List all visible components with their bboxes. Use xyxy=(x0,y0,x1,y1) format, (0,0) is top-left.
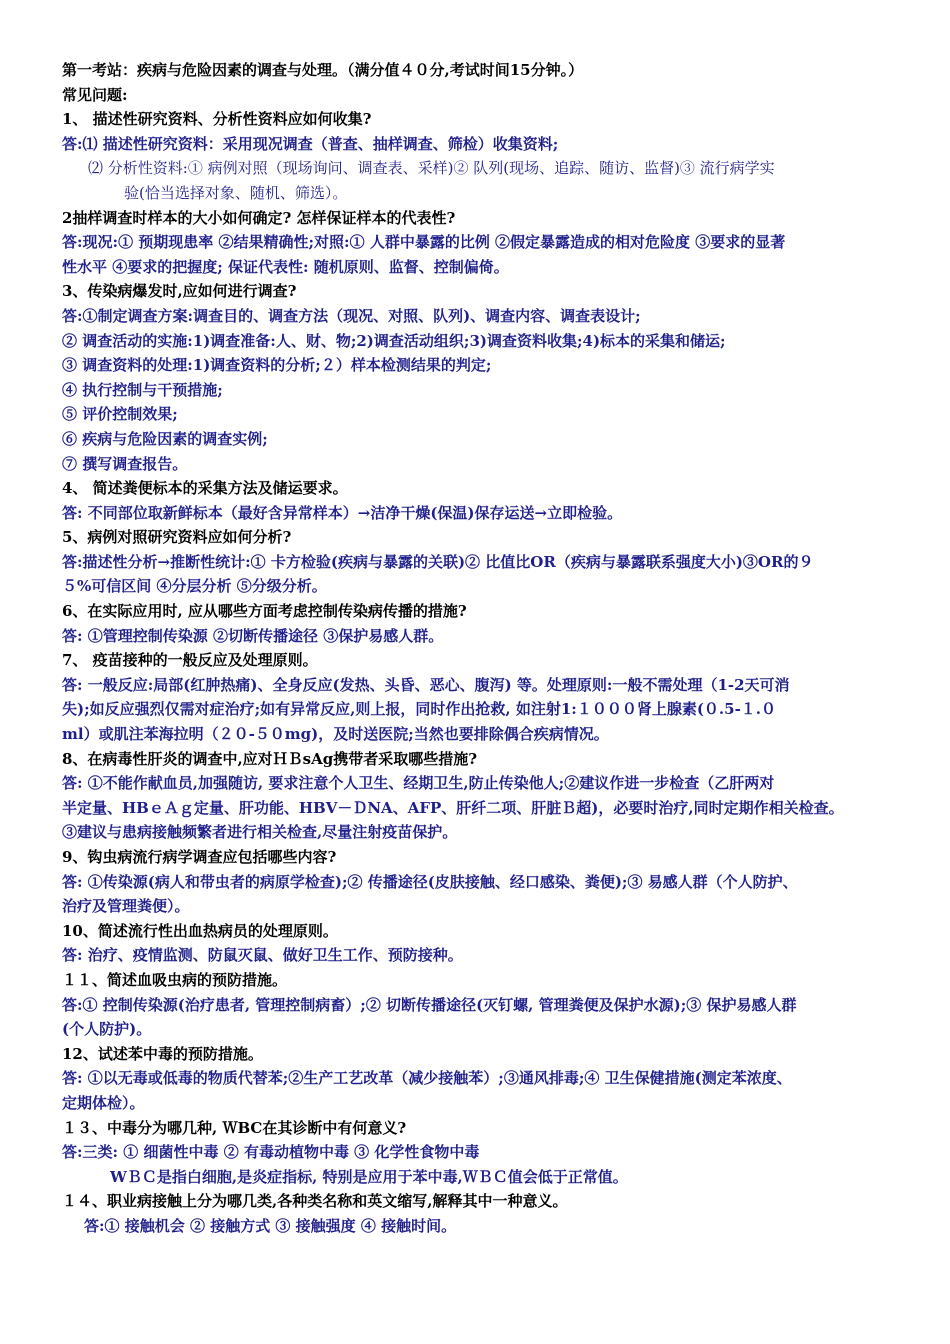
question-line: 3、传染病爆发时,应如何进行调查? xyxy=(62,282,297,301)
question-line: 7、 疫苗接种的一般反应及处理原则。 xyxy=(62,651,318,670)
question-line: 5、病例对照研究资料应如何分析? xyxy=(62,528,292,547)
answer-line: 答:⑴ 描述性研究资料：采用现况调查（普查、抽样调查、筛检）收集资料; xyxy=(62,134,559,153)
question-line: 1、 描述性研究资料、分析性资料应如何收集? xyxy=(62,110,372,129)
question-line: 12、试述苯中毒的预防措施。 xyxy=(62,1044,263,1063)
answer-line: 答:① 控制传染源(治疗患者, 管理控制病畜）;② 切断传播途径(灭钉螺, 管理粪便及保护水源);③ 保护易感人群 xyxy=(62,995,797,1014)
answer-line: ⑥ 疾病与危险因素的调查实例; xyxy=(62,429,268,448)
answer-line: ⑵ 分析性资料:① 病例对照（现场询问、调查表、采样)② 队列(现场、追踪、随访、监督)③ 流行病学实 xyxy=(88,159,775,178)
answer-line: 答: 不同部位取新鲜标本（最好含异常样本）→洁净干燥(保温)保存运送→立即检验。 xyxy=(62,503,623,522)
question-line: 2抽样调查时样本的大小如何确定? 怎样保证样本的代表性? xyxy=(62,208,456,227)
answer-line: 性水平 ④要求的把握度; 保证代表性: 随机原则、监督、控制偏倚。 xyxy=(62,257,509,276)
question-line: 4、 简述粪便标本的采集方法及储运要求。 xyxy=(62,479,348,498)
answer-line: 治疗及管理粪便）。 xyxy=(62,897,190,916)
answer-line: ④ 执行控制与干预措施; xyxy=(62,380,223,399)
question-line: １１、简述血吸虫病的预防措施。 xyxy=(62,970,288,989)
answer-line: 答:描述性分析→推断性统计:① 卡方检验(疾病与暴露的关联)② 比值比OR（疾病与暴露联系强度大小)③OR的９ xyxy=(62,552,814,571)
answer-line: 验(恰当选择对象、随机、筛选）。 xyxy=(124,183,348,202)
question-line: １３、中毒分为哪几种, ＷBC在其诊断中有何意义? xyxy=(62,1118,407,1137)
question-line: １４、职业病接触上分为哪几类,各种类名称和英文缩写,解释其中一种意义。 xyxy=(62,1192,568,1211)
answer-line: 定期体检）。 xyxy=(62,1093,145,1112)
answer-line: 答: ①以无毒或低毒的物质代替苯;②生产工艺改革（减少接触苯）;③通风排毒;④ 卫生保健措施(测定苯浓度、 xyxy=(62,1069,792,1088)
answer-line: 答:三类: ① 细菌性中毒 ② 有毒动植物中毒 ③ 化学性食物中毒 xyxy=(62,1143,480,1162)
answer-line: 答:①制定调查方案:调查目的、调查方法（现况、对照、队列)、调查内容、调查表设计; xyxy=(62,306,641,325)
answer-line: ml）或肌注苯海拉明（２０-５０mg)，及时送医院;当然也要排除偶合疾病情况。 xyxy=(62,725,609,744)
question-line: 9、钩虫病流行病学调查应包括哪些内容? xyxy=(62,848,337,866)
answer-line: 答: ①管理控制传染源 ②切断传播途径 ③保护易感人群。 xyxy=(62,626,444,645)
answer-line: ５%可信区间 ④分层分析 ⑤分级分析。 xyxy=(62,577,327,596)
answer-line: WＢＣ是指白细胞,是炎症指标, 特别是应用于苯中毒,ＷＢＣ值会低于正常值。 xyxy=(110,1167,628,1186)
answer-line: ⑤ 评价控制效果; xyxy=(62,405,178,424)
answer-line: 失);如反应强烈仅需对症治疗;如有异常反应,则上报，同时作出抢救, 如注射1:１０００肾上腺素(０.5-１.０ xyxy=(62,700,777,719)
document-title: 第一考站：疾病与危险因素的调查与处理。（满分值４０分,考试时间15分钟。） xyxy=(62,61,584,79)
answer-line: 答: ①不能作献血员,加强随访, 要求注意个人卫生、经期卫生,防止传染他人;②建议作进一步检查（乙肝两对 xyxy=(62,774,775,793)
answer-line: ⑦ 撰写调查报告。 xyxy=(62,454,188,473)
answer-line: ③ 调查资料的处理:1)调查资料的分析;２）样本检测结果的判定; xyxy=(62,356,492,375)
answer-line: ③建议与患病接触频繁者进行相关检查,尽量注射疫苗保护。 xyxy=(62,823,458,842)
answer-line: 答:① 接触机会 ② 接触方式 ③ 接触强度 ④ 接触时间。 xyxy=(84,1216,457,1235)
answer-line: 半定量、HBｅＡｇ定量、肝功能、HBV－ＤNA、AFP、肝纤二项、肝脏Ｂ超)，必要时治疗,同时定期作相关检查。 xyxy=(62,798,844,817)
answer-line: 答: 治疗、疫情监测、防鼠灭鼠、做好卫生工作、预防接种。 xyxy=(62,946,463,965)
question-line: 6、在实际应用时, 应从哪些方面考虑控制传染病传播的措施? xyxy=(62,602,467,621)
answer-line: ② 调查活动的实施:1)调查准备:人、财、物;2)调查活动组织;3)调查资料收集;4)标本的采集和储运; xyxy=(62,331,726,350)
answer-line: 答:现况:① 预期现患率 ②结果精确性;对照:① 人群中暴露的比例 ②假定暴露造成的相对危险度 ③要求的显著 xyxy=(62,233,786,252)
document-body xyxy=(62,107,892,1238)
question-line: 8、在病毒性肝炎的调查中,应对ＨＢsAg携带者采取哪些措施? xyxy=(62,749,478,768)
document-page xyxy=(62,58,892,1239)
question-line: 10、简述流行性出血热病员的处理原则。 xyxy=(62,921,338,940)
answer-line: 答: 一般反应:局部(红肿热痛)、全身反应(发热、头昏、恶心、腹泻) 等。处理原则:一般不需处理（1-2天可消 xyxy=(62,675,790,694)
answer-line: (个人防护)。 xyxy=(62,1020,152,1039)
section-heading: 常见问题: xyxy=(62,85,128,104)
answer-line: 答: ①传染源(病人和带虫者的病原学检查);② 传播途径(皮肤接触、经口感染、粪便);③ 易感人群（个人防护、 xyxy=(62,872,798,891)
